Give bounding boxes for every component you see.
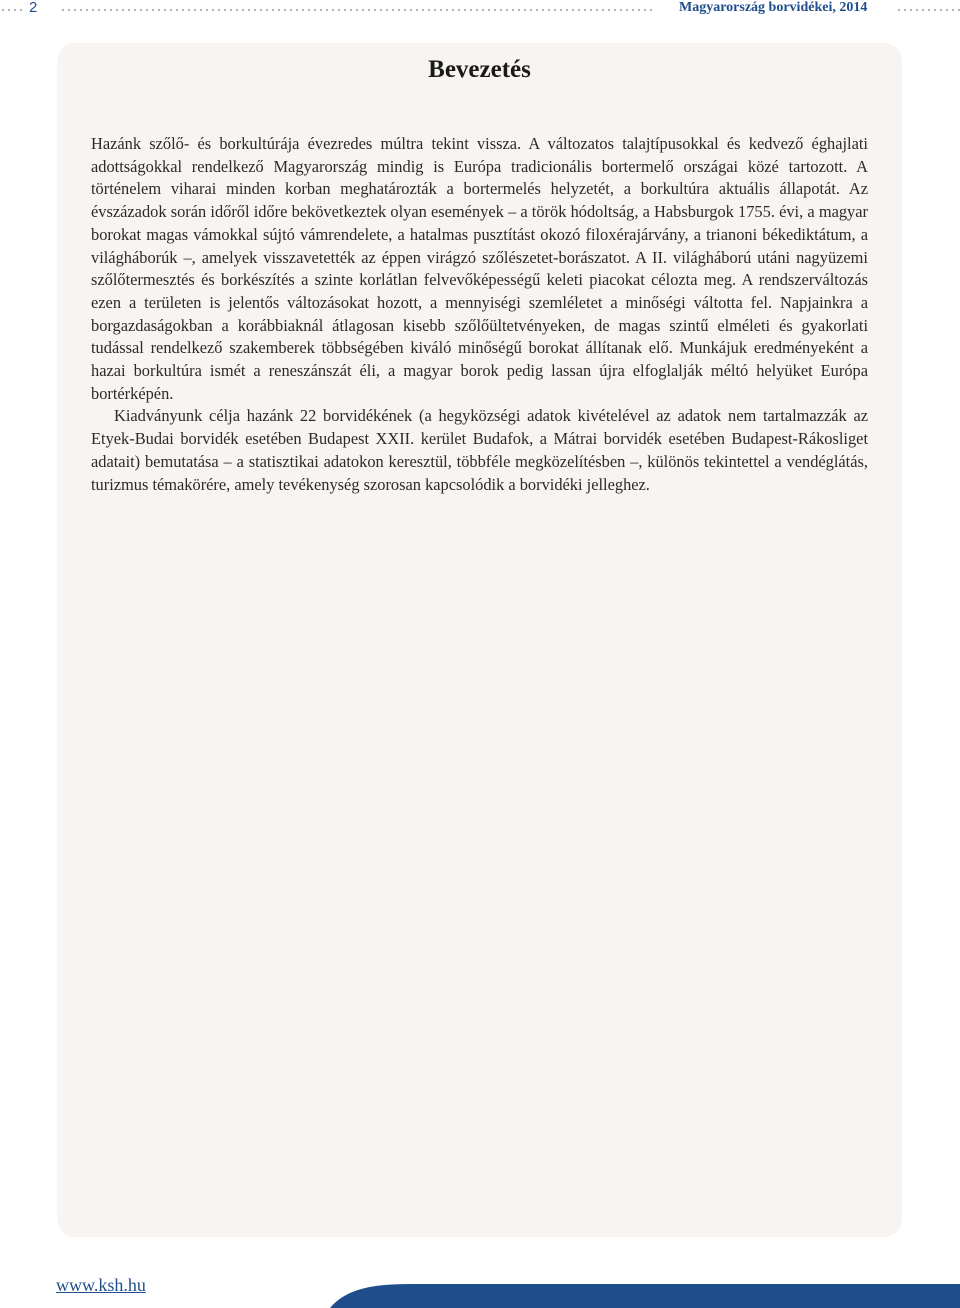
- page-number: 2: [29, 0, 38, 16]
- footer-band: [0, 1282, 960, 1308]
- paragraph: Kiadványunk célja hazánk 22 borvidékének (a hegyközségi adatok kivételével az adatok nem tartalmazzák az Etyek-Budai borvidék esetében Budapest XXII. kerület Budafok, a Mátrai borvidék esetében Budapest-Rákosliget adatait) bemutatása – a statisztikai adatokon keresztül, többféle megközelítésben –, különös tekintettel a vendéglátás, turizmus témakörére, amely tevékenység szorosan kapcsolódik a borvidéki jelleghez.: [91, 406, 868, 494]
- dotted-rule: [60, 8, 652, 12]
- dotted-rule: [896, 8, 960, 12]
- page-title: Bevezetés: [428, 56, 531, 83]
- footer-link[interactable]: www.ksh.hu: [56, 1275, 146, 1295]
- running-title: Magyarország borvidékei, 2014: [679, 0, 868, 15]
- paragraph: Hazánk szőlő- és borkultúrája évezredes múltra tekint vissza. A változatos talajtípusokkal és kedvező éghajlati adottságokkal rendelkező Magyarország mindig is Európa tradicionális bortermelő országai közé tartozott. A történelem viharai minden korban meghatározták a bortermelés helyzetét, a borkultúra aktuális állapotát. Az évszázadok során időről időre bekövetkeztek olyan események – a török hódoltság, a Habsburgok 1755. évi, a magyar borokat magas vámokkal sújtó vámrendelete, a hatalmas pusztítást okozó filoxérajárvány, a trianoni békediktátum, a világháborúk –, amelyek visszavetették az éppen virágzó szőlészetet-borászatot. A II. világháború utáni nagyüzemi szőlőtermesztés és borkészítés a szinte korlátlan felvevőképességű keleti piacokat célozta meg. A rendszerváltozás ezen a területen is jelentős változásokat hozott, a mennyiségi szemléletet a minőségi váltotta fel. Napjainkra a borgazdaságokban a korábbiaknál átlagosan kisebb szőlőültetvényeken, de magas szintű elméleti és gyakorlati tudással rendelkező szakemberek többségében kiváló minőségű borokat állítanak elő. Munkájuk eredményeként a hazai borkultúra ismét a reneszánszát éli, a magyar borok pedig lassan újra elfoglalják méltó helyüket Európa bortérképén.: [91, 134, 868, 403]
- page-header: [0, 0, 960, 20]
- body-text: [91, 133, 868, 496]
- dotted-rule: [0, 8, 24, 12]
